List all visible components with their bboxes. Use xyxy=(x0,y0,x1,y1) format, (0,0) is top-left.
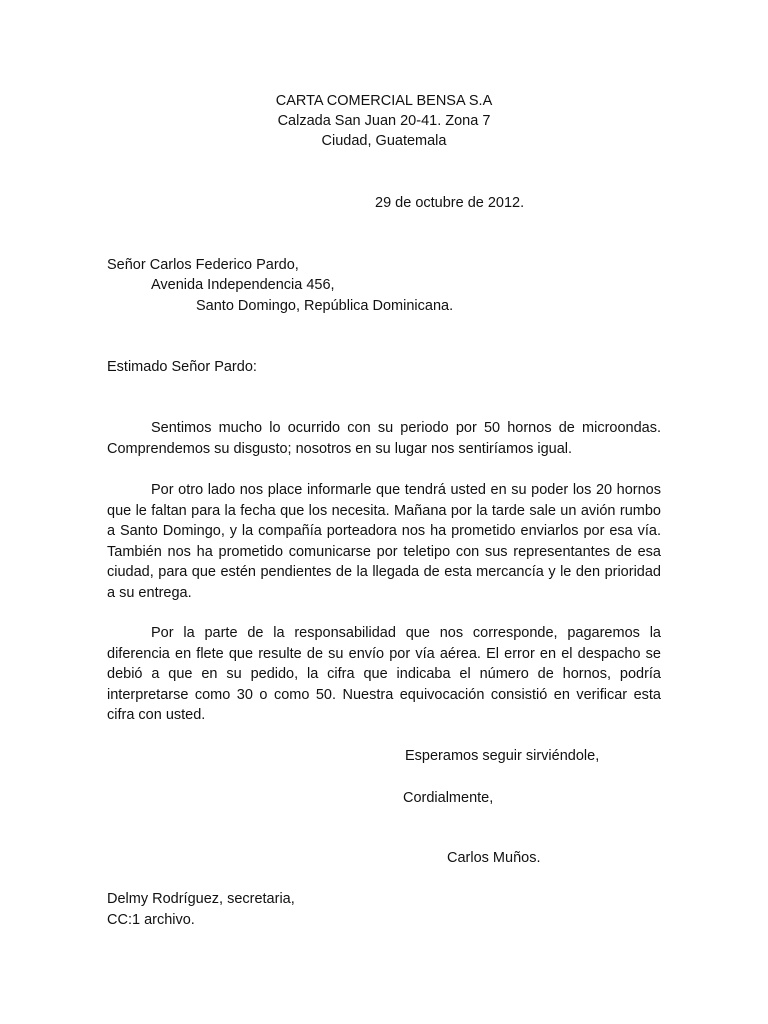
signer-name: Carlos Muños. xyxy=(447,850,541,866)
company-name: CARTA COMERCIAL BENSA S.A xyxy=(275,93,493,109)
typist-initials: Delmy Rodríguez, secretaria, xyxy=(107,891,295,907)
salutation: Estimado Señor Pardo: xyxy=(107,359,257,375)
company-address: Calzada San Juan 20-41. Zona 7 xyxy=(277,113,491,129)
closing-regards: Cordialmente, xyxy=(403,790,494,806)
body-paragraph-3: Por la parte de la responsabilidad que nos corresponde, pagaremos la diferencia en flete que resulte de su envío por vía aérea. El error en el despacho se debió a que en su pedido, la cifra que indicaba el número de hornos, podría interpretarse como 30 o como 50. Nuestra equivocación consistió en verificar esta cifra con usted. xyxy=(107,625,666,723)
recipient-city: Santo Domingo, República Dominicana. xyxy=(196,298,454,314)
letter-date: 29 de octubre de 2012. xyxy=(375,195,525,211)
body-paragraph-2: Por otro lado nos place informarle que tendrá usted en su poder los 20 hornos que le faltan para la fecha que los necesita. Mañana por la tarde sale un avión rumbo a Santo Domingo, y la compañía porteadora nos ha prometido enviarlos por esa vía. También nos ha prometido comunicarse por teletipo con sus representantes de esa ciudad, para que estén pendientes de la llegada de esta mercancía y le den prioridad a su entrega. xyxy=(107,482,670,601)
body-paragraph-1: Sentimos mucho lo ocurrido con su periodo por 50 hornos de microondas. Comprendemos su disgusto; nosotros en su lugar nos sentiríamos igual. xyxy=(107,420,666,457)
recipient-name: Señor Carlos Federico Pardo, xyxy=(107,257,299,273)
closing-hope: Esperamos seguir sirviéndole, xyxy=(405,748,600,764)
recipient-street: Avenida Independencia 456, xyxy=(151,277,335,293)
company-city: Ciudad, Guatemala xyxy=(321,133,447,149)
carbon-copy: CC:1 archivo. xyxy=(107,912,195,928)
